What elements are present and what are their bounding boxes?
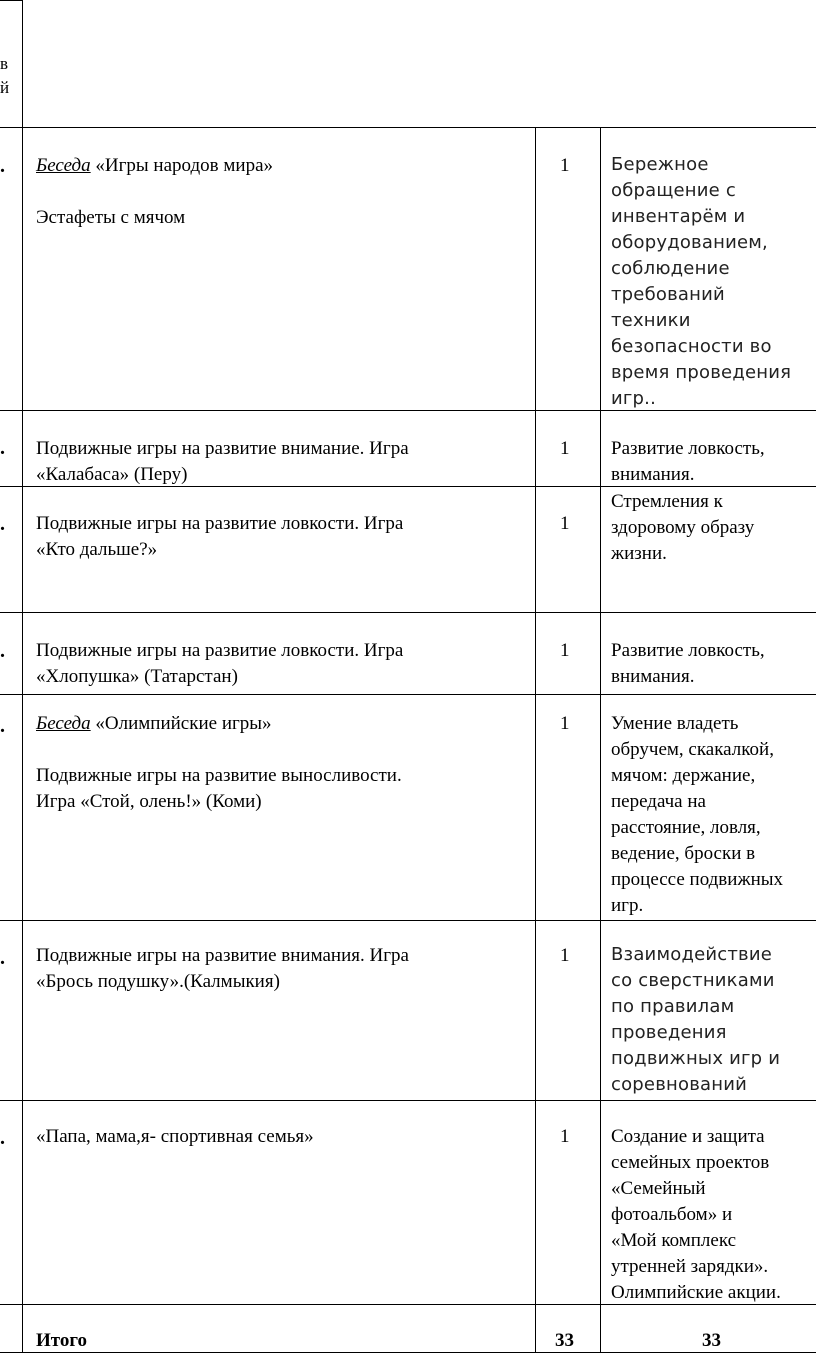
row-result: Стремления к здоровому образу жизни. xyxy=(611,491,755,564)
row-topic: Подвижные игры на развитие ловкости. Игра «Кто дальше?» xyxy=(36,513,404,560)
row-result: Развитие ловкость, внимания. xyxy=(611,438,765,485)
row-topic xyxy=(36,153,526,231)
row-hours: 1 xyxy=(560,513,570,534)
row-result: Развитие ловкость, внимания. xyxy=(611,640,765,687)
row-result: Бережное обращение с инвентарём и оборудованием, соблюдение требований техники безопасности во время проведения игр.. xyxy=(611,154,792,409)
topic-prefix: Беседа xyxy=(36,713,91,734)
topic-prefix: Беседа xyxy=(36,155,91,176)
row-hours: 1 xyxy=(560,438,570,459)
total-result: 33 xyxy=(702,1330,721,1351)
row-number: . xyxy=(0,640,5,662)
row-number: . xyxy=(0,715,5,737)
row-topic: Подвижные игры на развитие внимание. Игра «Калабаса» (Перу) xyxy=(36,438,409,485)
row-number: . xyxy=(0,947,5,969)
header-fragment-top: в xyxy=(0,54,9,73)
topic-text: «Игры народов мира» Эстафеты с мячом xyxy=(36,155,274,228)
row-hours: 1 xyxy=(560,1126,570,1147)
row-number: . xyxy=(0,513,5,535)
row-topic xyxy=(36,711,531,815)
row-result: Умение владеть обручем, скакалкой, мячом: держание, передача на расстояние, ловля, ведение, броски в процессе подвижных игр. xyxy=(611,713,784,916)
row-number: . xyxy=(0,437,5,459)
row-hours: 1 xyxy=(560,945,570,966)
row-topic: «Папа, мама,я- спортивная семья» xyxy=(36,1126,314,1147)
row-number: . xyxy=(0,1127,5,1149)
total-label: Итого xyxy=(36,1330,88,1351)
row-hours: 1 xyxy=(560,640,570,661)
row-topic: Подвижные игры на развитие ловкости. Игра «Хлопушка» (Татарстан) xyxy=(36,640,404,687)
row-result: Взаимодействие со сверстниками по правилам проведения подвижных игр и соревнований xyxy=(611,944,781,1095)
row-hours: 1 xyxy=(560,155,570,176)
row-number: . xyxy=(0,155,5,177)
header-fragment-bottom: й xyxy=(0,78,10,97)
row-hours: 1 xyxy=(560,713,570,734)
row-topic: Подвижные игры на развитие внимания. Игра «Брось подушку».(Калмыкия) xyxy=(36,945,409,992)
row-result: Создание и защита семейных проектов «Семейный фотоальбом» и «Мой комплекс утренней зарядки». Олимпийские акции. xyxy=(611,1126,781,1303)
topic-text: «Олимпийские игры» Подвижные игры на развитие выносливости. Игра «Стой, олень!» (Коми) xyxy=(36,713,402,812)
total-hours: 33 xyxy=(555,1330,574,1351)
